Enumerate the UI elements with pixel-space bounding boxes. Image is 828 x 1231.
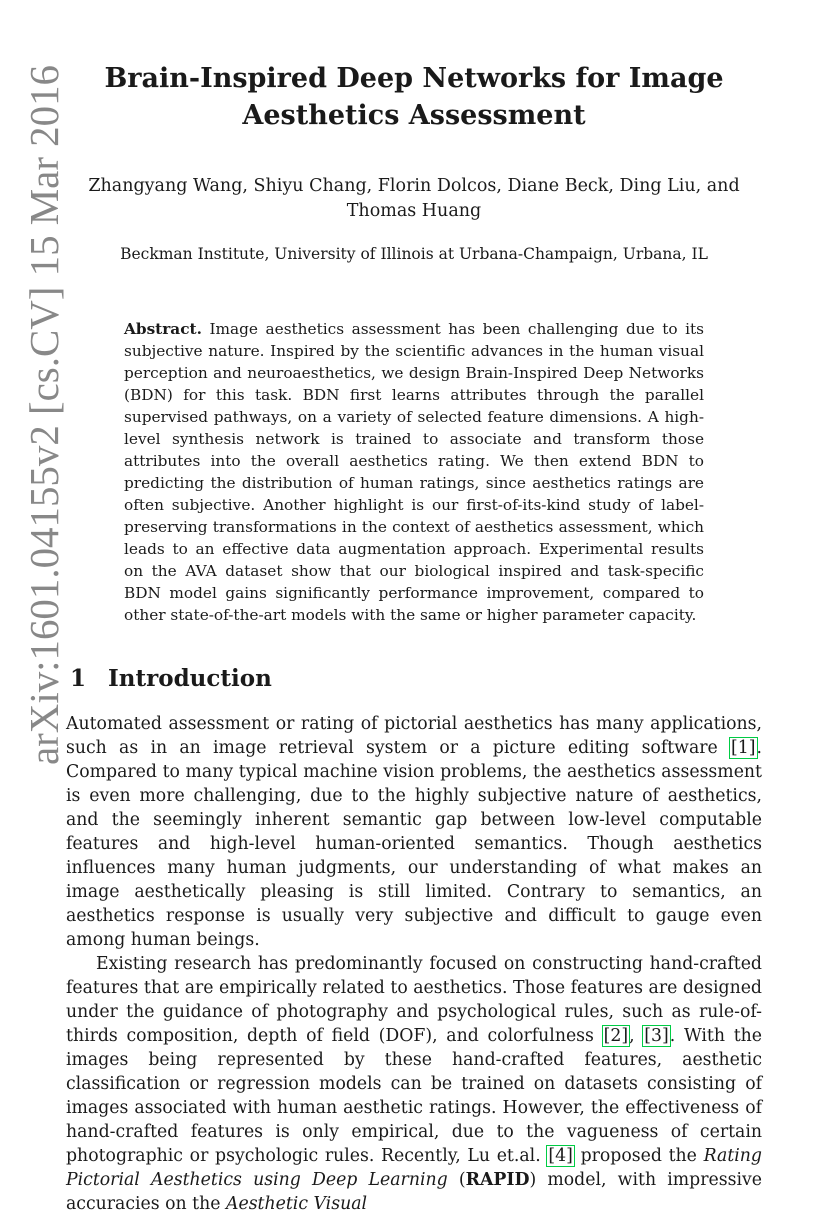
arxiv-stamp-text: arXiv:1601.04155v2 [cs.CV] 15 Mar 2016 (21, 63, 67, 765)
arxiv-stamp-svg (8, 60, 70, 770)
citation-link-1[interactable]: [1] (731, 738, 756, 758)
paragraph-2-text-c: proposed the (573, 1146, 704, 1166)
paragraph-1-text-a: Automated assessment or rating of pictorial aesthetics has many applications, such as in an image retrieval system or a picture editing software (66, 714, 762, 758)
rapid-bold: RAPID (465, 1170, 530, 1190)
paragraph-2-italic-b: Aesthetic Visual (225, 1194, 368, 1214)
paragraph-2-text-a: Existing research has predominantly focused on constructing hand-crafted features that are empirically related to aesthetics. Those features are designed under the guidance of photography and psychological rules, such as rule-of-thirds composition, depth of field (DOF), and colorfulness (66, 954, 762, 1046)
paper-title: Brain-Inspired Deep Networks for Image Aesthetics Assessment (104, 63, 724, 131)
citation-separator: , (629, 1026, 644, 1046)
body-text (66, 712, 762, 1216)
citation-link-2[interactable]: [2] (603, 1026, 629, 1046)
citation-link-4[interactable]: [4] (548, 1146, 573, 1166)
citation-link-3[interactable]: [3] (644, 1026, 669, 1046)
arxiv-stamp (8, 60, 70, 770)
abstract-label: Abstract. (124, 320, 202, 338)
abstract (124, 318, 704, 626)
paragraph-1-text-b: . Compared to many typical machine vision problems, the aesthetics assessment is even more challenging, due to the highly subjective nature of aesthetics, and the seemingly inherent semantic gap between low-level computable features and high-level human-oriented semantics. Though aesthetics influences many human judgments, our understanding of what makes an image aesthetically pleasing is still limited. Contrary to semantics, an aesthetics response is usually very subjective and difficult to gauge even among human beings. (66, 738, 762, 950)
paragraph-2-text-d: ( (447, 1170, 466, 1190)
paragraph-2-italic-a: Rating Pictorial Aesthetics using Deep Learning (66, 1146, 762, 1190)
abstract-text: Image aesthetics assessment has been challenging due to its subjective nature. Inspired by the scientific advances in the human visual perception and neuroaesthetics, we design Brain-Inspired Deep Networks (BDN) for this task. BDN first learns attributes through the parallel supervised pathways, on a variety of selected feature dimensions. A high-level synthesis network is trained to associate and transform those attributes into the overall aesthetics rating. We then extend BDN to predicting the distribution of human ratings, since aesthetics ratings are often subjective. Another highlight is our first-of-its-kind study of label-preserving transformations in the context of aesthetics assessment, which leads to an effective data augmentation approach. Experimental results on the AVA dataset show that our biological inspired and task-specific BDN model gains significantly performance improvement, compared to other state-of-the-art models with the same or higher parameter capacity. (124, 320, 704, 624)
section-heading (70, 664, 272, 694)
author-list: Zhangyang Wang, Shiyu Chang, Florin Dolcos, Diane Beck, Ding Liu, and Thomas Huang (88, 176, 740, 221)
paragraph-2-text-b: . With the images being represented by these hand-crafted features, aesthetic classification or regression models can be trained on datasets consisting of images associated with human aesthetic ratings. However, the effectiveness of hand-crafted features is only empirical, due to the vagueness of certain photographic or psychologic rules. Recently, Lu et.al. (66, 1026, 762, 1166)
section-number: 1 (70, 665, 87, 692)
section-title: Introduction (108, 665, 272, 692)
paragraph-1 (66, 712, 762, 952)
paragraph-2 (66, 952, 762, 1216)
affiliation: Beckman Institute, University of Illinois at Urbana-Champaign, Urbana, IL (120, 245, 708, 263)
paragraph-2-text-e: ) model, with impressive accuracies on the (66, 1170, 762, 1214)
